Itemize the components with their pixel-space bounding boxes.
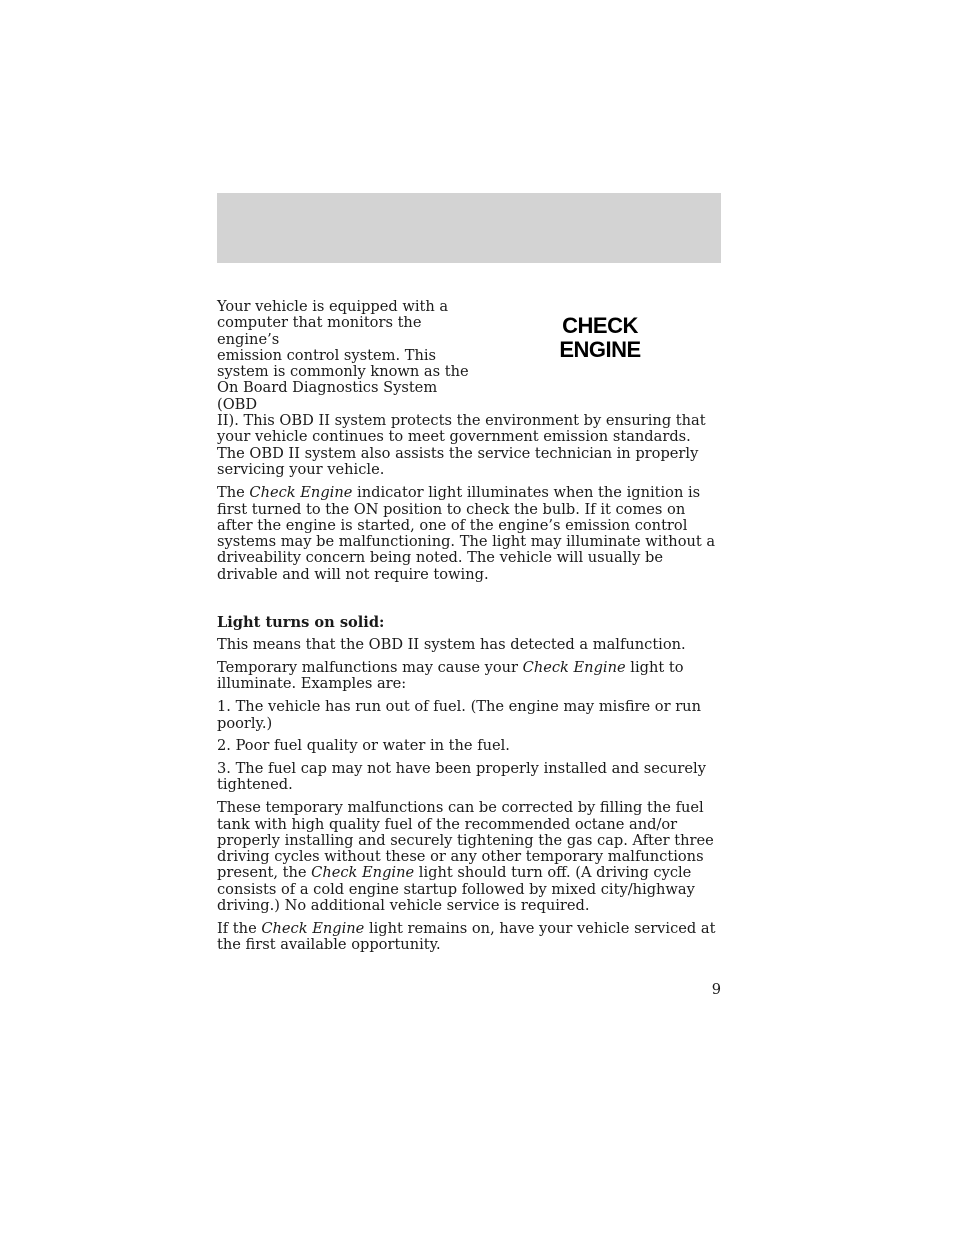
list-item: 3. The fuel cap may not have been properly installed and securely tightened. (217, 760, 706, 794)
light-remains-on: If the Check Engine light remains on, have your vehicle serviced at the first available opportunity. (217, 919, 716, 954)
check-engine-description: The Check Engine indicator light illuminates when the ignition is first turned to the ON position to check the bulb. If it comes on after the engine is started, one of the engine’s emission control systems may be malfunctioning. The light may illuminate without a driveability concern being noted. The vehicle will usually be drivable and will not require towing. (217, 484, 716, 583)
temporary-malfunctions-intro: Temporary malfunctions may cause your Check Engine light to illuminate. Examples are: (217, 659, 684, 693)
list-item: 2. Poor fuel quality or water in the fuel. (217, 737, 510, 755)
list-item: 1. The vehicle has run out of fuel. (The engine may misfire or run poorly.) (217, 698, 701, 732)
page-number: 9 (711, 981, 721, 998)
symbol-line-engine: ENGINE (559, 337, 641, 362)
subheading-light-solid: Light turns on solid: (217, 614, 385, 632)
temporary-malfunctions-correction: These temporary malfunctions can be corrected by filling the fuel tank with high quality fuel of the recommended octane and/or properly installing and securely tightening the gas cap. After three driving cycles without these or any other temporary malfunctions present, the Check Engine light should turn off. (A driving cycle consists of a cold engine startup followed by mixed city/highway driving.) No additional vehicle service is required. (217, 799, 714, 914)
section-header-band (217, 193, 721, 263)
page-body (217, 299, 717, 960)
intro-text-continued: II). This OBD II system protects the environment by ensuring that your vehicle continues to meet government emission standards. The OBD II system also assists the service technician in properly servicing your vehicle. (217, 412, 706, 478)
intro-text-wrapped: Your vehicle is equipped with a computer that monitors the engine’s emission control system. This system is commonly known as the On Board Diagnostics System (OBD (217, 298, 469, 413)
symbol-line-check: CHECK (562, 313, 638, 338)
solid-light-meaning: This means that the OBD II system has detected a malfunction. (217, 636, 686, 654)
